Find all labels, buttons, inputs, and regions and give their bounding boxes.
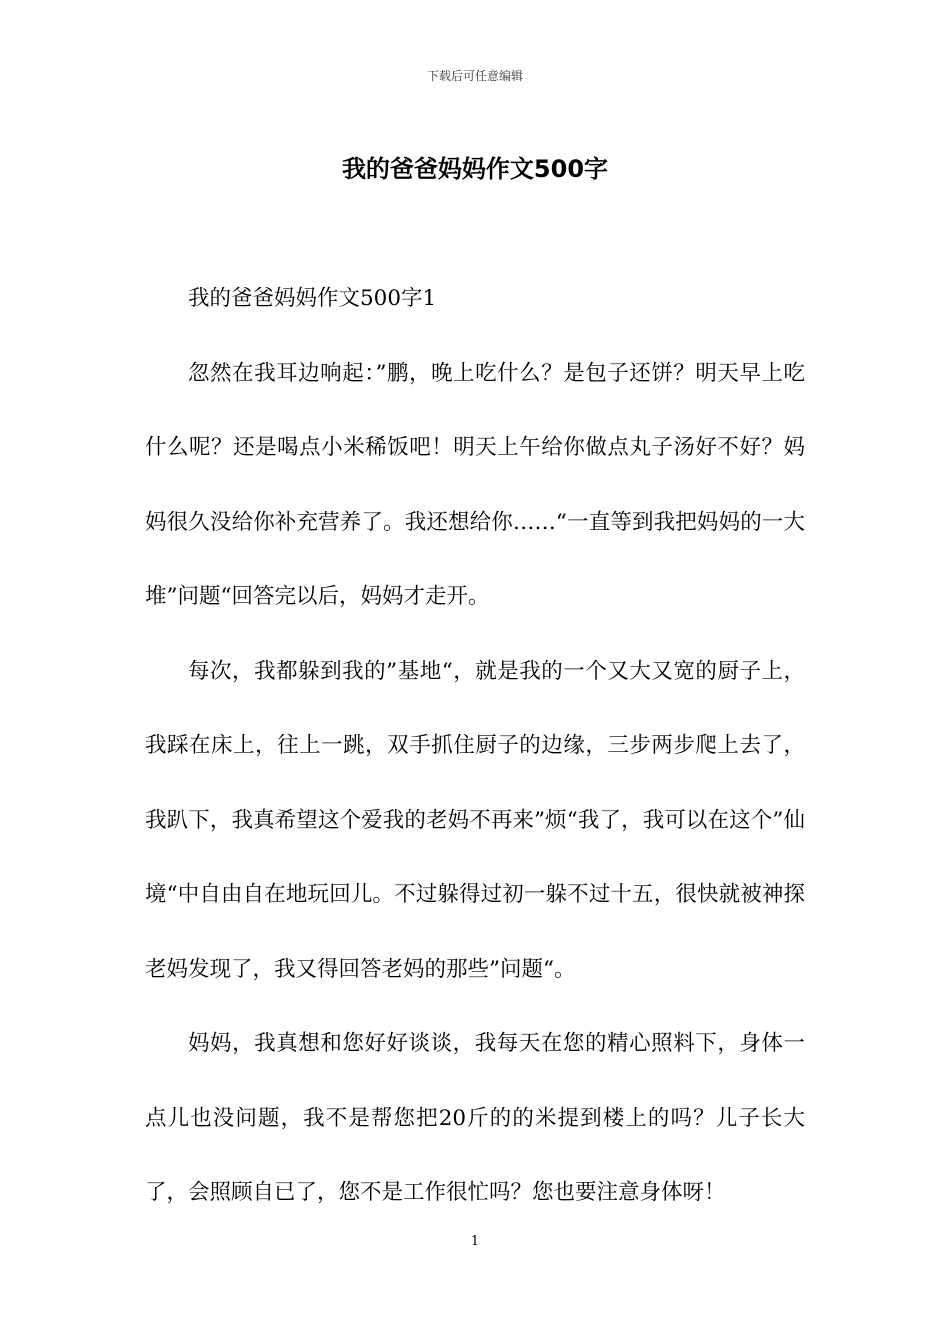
paragraph: 妈妈，我真想和您好好谈谈，我每天在您的精心照料下，身体一点儿也没问题，我不是帮您把20斤的的米提到楼上的吗？儿子长大了，会照顾自已了，您不是工作很忙吗？您也要注意身体呀！	[145, 1031, 805, 1205]
paragraph-subtitle: 我的爸爸妈妈作文500字1	[188, 286, 437, 311]
paragraph: 忽然在我耳边响起：”鹏，晚上吃什么？是包子还饼？明天早上吃什么呢？还是喝点小米稀饭吧！明天上午给你做点丸子汤好不好？妈妈很久没给你补充营养了。我还想给你……“一直等到我把妈妈的一大堆”问题“回答完以后，妈妈才走开。	[145, 360, 805, 609]
page-number: 1	[470, 1234, 480, 1249]
document-body	[145, 262, 805, 1231]
paragraph: 每次，我都躲到我的”基地“，就是我的一个又大又宽的厨子上，我踩在床上，往上一跳，双手抓住厨子的边缘，三步两步爬上去了，我趴下，我真希望这个爱我的老妈不再来”烦“我了，我可以在这个”仙境“中自由自在地玩回儿。不过躲得过初一躲不过十五，很快就被神探老妈发现了，我又得回答老妈的那些”问题“。	[145, 658, 805, 982]
header-note: 下载后可任意编辑	[426, 69, 523, 83]
document-title: 我的爸爸妈妈作文500字	[341, 155, 609, 183]
